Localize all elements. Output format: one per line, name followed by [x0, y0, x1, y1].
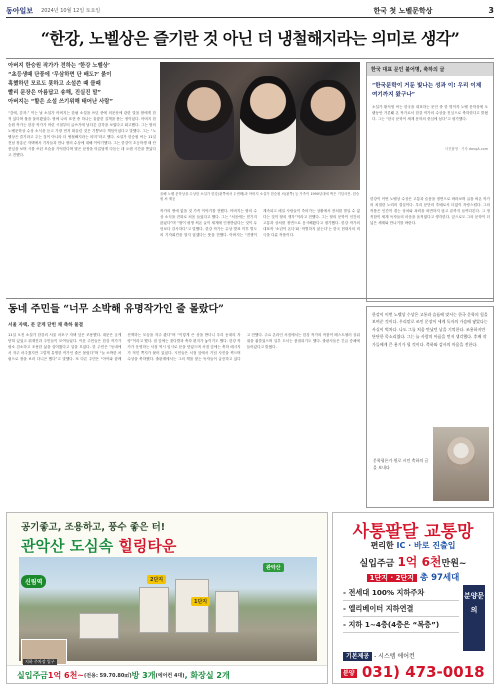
subhead: 혹했하던 모르도 묫하고 소설쓴 때 클때	[8, 81, 101, 87]
subhead: 빨리 문장은 아름답고 송해, 진실진 말”	[8, 90, 102, 96]
subhead: “초등생때 단풍에 ‘무삼하면 단 배도?’ 붉이	[8, 72, 112, 78]
ad2-option: 기본제공 - 시스템 에어컨	[343, 651, 415, 660]
feature-item: - 엘리베이터 지하연결	[343, 601, 459, 617]
tribute-signature: 문학평론가 원로 시인 축하의 글을 보내다	[373, 458, 429, 470]
page-number: 3	[488, 6, 494, 15]
feature-item: - 지하 1~4층(4층은 “복층”)	[343, 617, 459, 633]
sidebar-title: 한국 대표 문인 불어명, 축하의 글	[367, 63, 493, 76]
poet-portrait	[433, 427, 489, 501]
person-figure	[300, 80, 356, 166]
family-photo	[160, 62, 360, 190]
section-divider	[6, 298, 494, 299]
story2-headline: 동네 주민들 “너무 소박해 유명작가인 줄 몰랐다”	[8, 304, 224, 315]
building	[79, 613, 119, 639]
ad1-tagline: 공기좋고, 조용하고, 풍수 좋은 터!	[21, 522, 166, 533]
ad2-features	[343, 585, 459, 633]
story-body-middle: 작가의 생애 없을 것 가족 이야기를 전했다. 아버지는 딸의 수상 소식을 전화로 처음 들었다고 했다. 그는 “처음에는 믿기지 않았다”며 “딸이 평생 써온 글이 세계에 인정받았다는 것이 무엇보다 감사하다”고 말했다. 한강 작가는 수상 발표 이후 별도의 기자회견을 열지 않겠다는 뜻을 전했다. 아버지는 “전쟁이 계속되고 매일 사람들이 죽어가는 상황에서 잔치를 벌일 수 없다는 것이 딸의 생각”이라고 전했다. 그는 딸의 문학이 인간의 고통과 상처를 정면으로 응시해왔다고 평가했다. 한강 작가의 대표작 ‘소년이 온다’와 ‘작별하지 않는다’는 한국 현대사의 비극을 다룬 작품이다.	[160, 209, 360, 237]
subhead: 아버지는 “할은 소설 쓰기위해 태어난 사람”	[8, 99, 113, 105]
pin-complex-1: 1단지	[191, 597, 210, 606]
issue-date: 2024년 10월 12일 토요일	[41, 8, 101, 14]
masthead	[6, 4, 494, 18]
person-figure	[240, 76, 296, 166]
ad1-price-bar: 실입주금 1억 6천 ~ (전용: 59.70.80㎡) 방 3개 (에어컨 4대) , 화장실 2개	[7, 665, 327, 684]
headline-divider	[6, 58, 494, 59]
story-body-left: “감에, 감자.” 이는 날 소설가 아버지는 한필 소설을 쓰던 중에 의문문에 관한 말을 딸에게 한 적 있다며 불을 물어봤었다. 딸에 나의 표현 중 하나는 훌륭한 질책을 묻는 정이었다. 아버지 한승원 작가는 한강 작가가 어린 시절부터 글쓰기에 남다른 감각을 보였다고 회고했다. 그는 딸의 노벨문학상 수상 소식을 듣고 가장 먼저 떠올린 것은 기쁨보다 책임이었다고 말했다. 그는 “노벨상은 즐기라고 주는 것이 아니라 더 냉철해지라는 의미”라고 했다. 소설가 한승원 씨는 11일 전남 장흥군 자택에서 기자들과 만나 딸의 수상에 대해 이야기했다. 그는 한강이 초등학생 때 단풍잎을 보며 시를 쓰던 모습을 기억한다며 딸은 문장을 아름답게 다듬는 데 오랜 시간을 쏟았다고 전했다.	[8, 111, 156, 157]
feature-item: - 전세대 100% 지하주차	[343, 585, 459, 601]
pin-mountain: 관악산	[263, 563, 284, 572]
ad2-price: 실입주금 1억 6천만원~	[359, 555, 467, 569]
person-figure	[174, 80, 234, 160]
station-badge: 신림역	[21, 575, 46, 588]
photo-caption: 올해 노벨 문학상을 수상한 소설가 한강(왼쪽에서 두번째)과 아버지 소설가 한승원 씨(왼쪽) 등 가족이 1990년대에 찍은 기념사진. 한승원 씨 제공	[160, 192, 360, 201]
sidebar-quote: “한국문학이 거둔 빛나는 성과 이! 우리 이제 여기까지 왔구나”	[372, 83, 482, 98]
story2-body: 11일 오전 소설가 한강의 서울 마포구 자택 앞은 조용했다. 대문은 굳게 닫혀 있었고 취재진과 주민들이 모여들었다. 이웃 주민들은 한강 작가가 평소 검소하고 조용한 삶을 살아왔다고 입을 모았다. 한 주민은 “동네에서 자주 마주쳤지만 그렇게 유명한 작가인 줄은 몰랐다”며 “늘 소박한 차림으로 장을 보러 다니곤 했다”고 말했다. 또 다른 주민은 “아이와 함께 산책하는 모습을 자주 봤다”며 “이렇게 큰 상을 받다니 우리 동네의 자랑”이라고 했다. 집 앞에는 꽃다발과 축하 편지가 놓이기도 했다. 한강 작가가 운영하는 서점 역시 임시로 문을 닫았으며 서점 앞에는 축하 메시지가 적힌 쪽지가 붙어 있었다. 시민들은 서점 앞에서 기념 사진을 찍으며 수상을 축하했다. 출판계에서는 그의 책을 찾는 독자들이 급증하고 있다고 전했다. 주요 온라인 서점에서는 한강 작가의 작품이 베스트셀러 상위권을 휩쓸었으며 일부 도서는 품절되기도 했다. 출판사들은 긴급 증쇄에 들어갔다고 밝혔다.	[8, 333, 360, 361]
newspaper-name: 동아일보	[6, 6, 34, 15]
tribute-box	[366, 306, 494, 508]
parking-caption: 지하 주차장 입구	[25, 659, 55, 664]
ad2-units: 1단지 · 2단지 총 97세대	[333, 571, 493, 583]
sidebar-column-text: 한강이 이번 노벨상 수상은 고통과 슬픔을 정면으로 바라보며 글을 써온 작가의 치열한 노력의 결실이다. 우리 문단의 후배로서 더없이 자랑스럽다. 그의 작품은 인간이 겪는 상처와 폭력을 외면하지 않고 끝까지 들여다본다. 그 정직함이 세계 독자들의 마음을 움직였다고 생각한다. 앞으로도 그의 문학이 더 넓은 세계와 만나기를 바란다.	[370, 197, 490, 225]
story2-subhead: 서울 자택, 문 굳게 닫힌 채 축하 물결	[8, 323, 84, 328]
sidebar-credit: 사진촬영 · 기자 dongA.com	[444, 147, 488, 151]
section-title: 한국 첫 노벨문학상	[373, 6, 433, 15]
subhead: 아버지 한승원 작가가 전하는 ‘한강 노벨상’	[8, 63, 111, 69]
building	[175, 579, 209, 633]
ad2-phone-number[interactable]: 분양 031) 473-0018	[343, 663, 485, 681]
ad-transport[interactable]	[332, 512, 494, 684]
pin-complex-2: 2단지	[147, 575, 166, 584]
sidebar-body: 소설가 황석영 씨는 한국을 대표하는 문인 중 한 명이자 노벨 문학상에 오랫동안 거론돼 온 작가로서 한강 작가의 수상을 진심으로 축하한다고 밝혔다. 그는 “한국 문학이 세계 문학의 중심에 섰다”고 평가했다.	[372, 105, 488, 121]
tribute-text: 한강이 이번 노벨상 수상은 고통과 슬픔에 맞서는 한국 문학의 힘을 보여준 것이다. 우리말로 쓰인 문장이 세계 독자의 가슴에 닿았다는 사실이 벅차다. 나도 그를 처음 만났던 날을 기억한다. 조용하지만 단단한 목소리였다. 그는 늘 사람의 아픔을 먼저 생각했다. 후배 작가들에게 큰 용기가 될 것이다. 축하와 감사의 마음을 전한다.	[372, 312, 488, 347]
ad2-title: 사통팔달 교통망	[352, 522, 474, 542]
main-headline: “한강, 노벨상은 즐기란 것 아닌 더 냉철해지라는 의미로 생각”	[40, 29, 460, 48]
ad2-subtitle: 편리한 IC · 바로 진출입	[370, 541, 456, 550]
building	[139, 587, 169, 633]
ad-healing-town[interactable]	[6, 512, 328, 684]
building	[215, 591, 239, 633]
ad1-title: 관악산 도심속 힐링타운	[21, 537, 177, 555]
ad2-inquiry-label: 분양문의	[463, 585, 485, 651]
story-subheads	[8, 62, 156, 107]
